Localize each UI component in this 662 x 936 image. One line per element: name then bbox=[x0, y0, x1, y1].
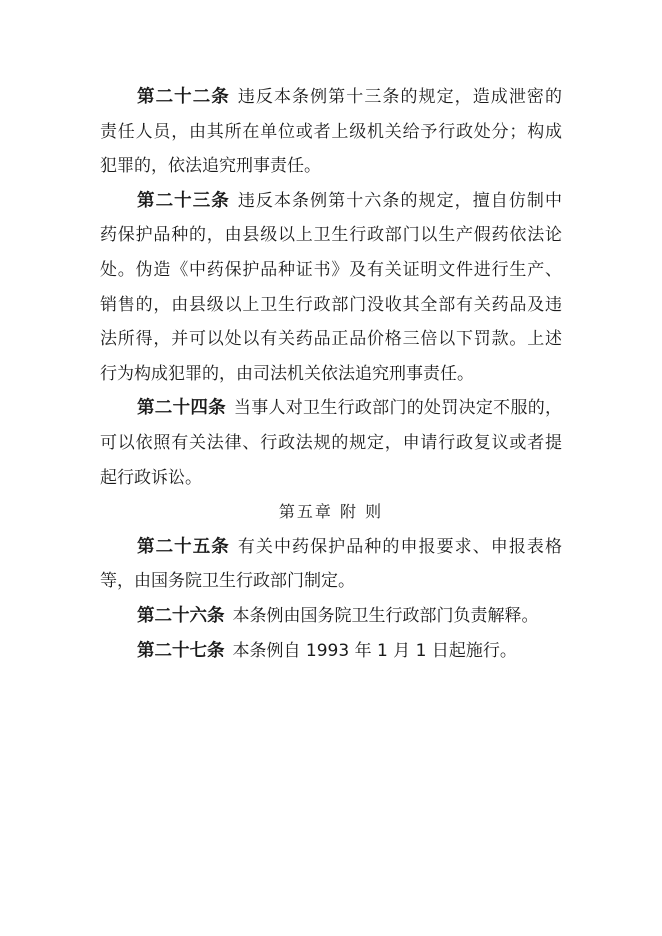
article bbox=[100, 184, 562, 392]
article-line bbox=[100, 184, 562, 219]
article bbox=[100, 391, 562, 495]
article-line bbox=[100, 564, 562, 599]
article-line bbox=[100, 253, 562, 288]
article-text: 等，由国务院卫生行政部门制定。 bbox=[100, 571, 355, 592]
article-text: 本条例自 1993 年 1 月 1 日起施行。 bbox=[232, 640, 517, 661]
article bbox=[100, 80, 562, 184]
article-label: 第二十三条 bbox=[137, 190, 230, 211]
article-line bbox=[100, 599, 562, 634]
article-line bbox=[100, 218, 562, 253]
article-line bbox=[100, 149, 562, 184]
article-text: 法所得，并可以处以有关药品正品价格三倍以下罚款。上述 bbox=[100, 329, 562, 350]
article-label: 第二十五条 bbox=[137, 536, 230, 557]
article-label: 第二十二条 bbox=[137, 87, 230, 107]
article-label: 第二十七条 bbox=[137, 640, 225, 661]
article-label: 第二十六条 bbox=[137, 605, 225, 626]
article-line bbox=[100, 115, 562, 150]
article-text: 处。伪造《中药保护品种证书》及有关证明文件进行生产、 bbox=[100, 259, 562, 280]
article-text: 起行政诉讼。 bbox=[100, 467, 202, 488]
article-line bbox=[100, 357, 562, 392]
article-text: 有关中药保护品种的申报要求、申报表格 bbox=[237, 536, 563, 557]
article-text: 违反本条例第十六条的规定，擅自仿制中 bbox=[237, 190, 563, 211]
article-line bbox=[100, 288, 562, 323]
article-line bbox=[100, 80, 562, 115]
article-line bbox=[100, 426, 562, 461]
article bbox=[100, 634, 562, 669]
article bbox=[100, 599, 562, 634]
article-text: 药保护品种的，由县级以上卫生行政部门以生产假药依法论 bbox=[100, 225, 562, 246]
article-text: 当事人对卫生行政部门的处罚决定不服的， bbox=[233, 398, 563, 419]
article-label: 第二十四条 bbox=[137, 398, 226, 419]
article-text: 销售的，由县级以上卫生行政部门没收其全部有关药品及违 bbox=[100, 294, 562, 315]
article-text: 可以依照有关法律、行政法规的规定，申请行政复议或者提 bbox=[100, 432, 562, 453]
article-line bbox=[100, 391, 562, 426]
article-line bbox=[100, 634, 562, 669]
article bbox=[100, 530, 562, 599]
document-page bbox=[100, 80, 562, 668]
chapter-title: 第五章 附 则 bbox=[278, 502, 384, 522]
article-text: 责任人员，由其所在单位或者上级机关给予行政处分；构成 bbox=[100, 121, 562, 142]
article-line bbox=[100, 461, 562, 496]
article-text: 违反本条例第十三条的规定，造成泄密的 bbox=[237, 87, 563, 107]
article-text: 行为构成犯罪的，由司法机关依法追究刑事责任。 bbox=[100, 363, 474, 384]
article-line bbox=[100, 322, 562, 357]
article-line bbox=[100, 530, 562, 565]
article-text: 犯罪的，依法追究刑事责任。 bbox=[100, 156, 321, 177]
article-text: 本条例由国务院卫生行政部门负责解释。 bbox=[232, 605, 539, 626]
